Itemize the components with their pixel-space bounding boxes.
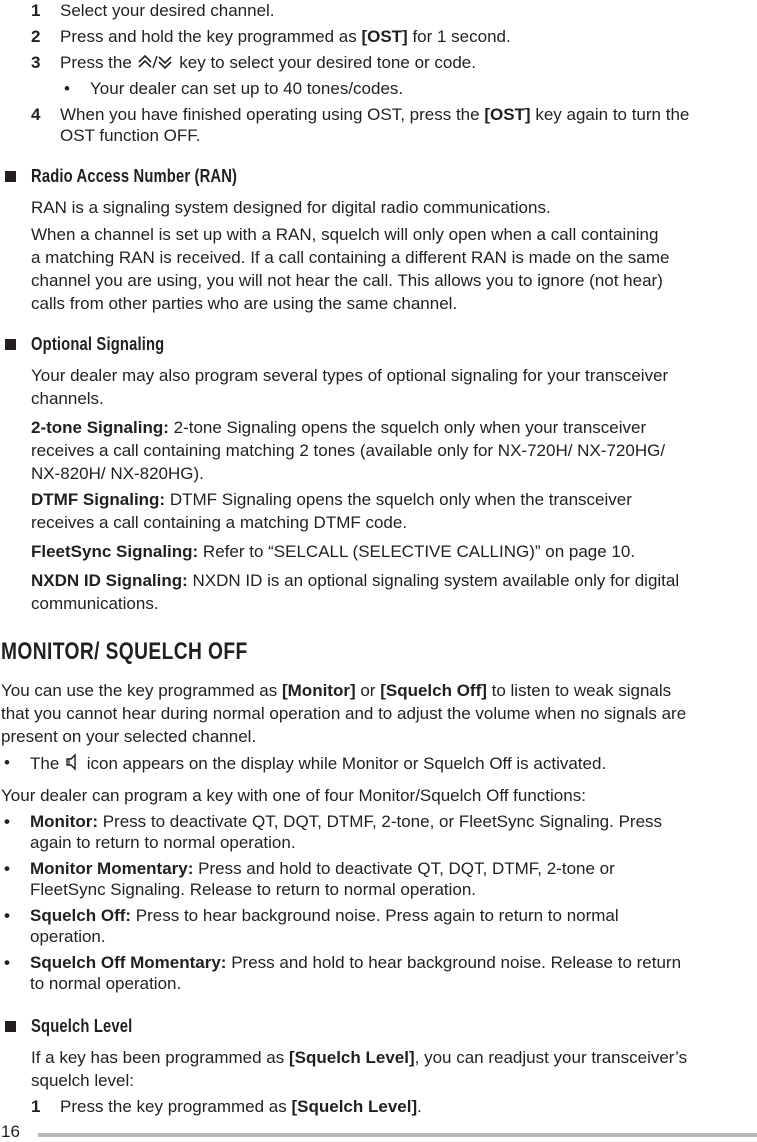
step-number: 2: [31, 27, 41, 46]
bullet-text: Your dealer can set up to 40 tones/codes.: [90, 79, 404, 98]
paragraph-line: Your dealer may also program several types of optional signaling for your transceiver: [31, 366, 669, 385]
bullet-icon: •: [64, 79, 70, 98]
fleetsync-paragraph: FleetSync Signaling: Refer to “SELCALL (SELECTIVE CALLING)” on page 10.: [31, 542, 636, 561]
paragraph-line: receives a call containing a matching DTMF code.: [31, 513, 408, 532]
paragraph-line: calls from other parties who are using the same channel.: [31, 294, 458, 313]
step-number: 4: [31, 105, 41, 124]
paragraph-line: that you cannot hear during normal operation and to adjust the volume when no signals are: [1, 704, 687, 723]
monitor-item: Monitor Momentary: Press and hold to deactivate QT, DQT, DTMF, 2-tone or: [30, 859, 615, 878]
bullet-icon: •: [4, 859, 10, 878]
step-text: When you have finished operating using OST, press the [OST] key again to turn the: [60, 105, 690, 124]
paragraph-line: squelch level:: [31, 1071, 135, 1090]
page-number: 16: [1, 1122, 20, 1141]
step-number: 1: [31, 1, 41, 20]
monitor-item: Squelch Off Momentary: Press and hold to hear background noise. Release to return: [30, 953, 682, 972]
paragraph-line: If a key has been programmed as [Squelch Level], you can readjust your transceiver’s: [31, 1048, 688, 1067]
paragraph-line: receives a call containing matching 2 tones (available only for NX-720H/ NX-720HG/: [31, 441, 666, 460]
section-square-icon: [5, 171, 16, 182]
section-square-icon: [5, 1021, 16, 1032]
paragraph-line: channels.: [31, 389, 104, 408]
step-text: Press the key to select your desired tone or code.: [60, 53, 476, 72]
step-text: Select your desired channel.: [60, 1, 275, 20]
paragraph: RAN is a signaling system designed for digital radio communications.: [31, 198, 551, 217]
bullet-text: The icon appears on the display while Monitor or Squelch Off is activated.: [30, 754, 607, 773]
chapter-heading: MONITOR/ SQUELCH OFF: [1, 638, 248, 665]
monitor-item: Monitor: Press to deactivate QT, DQT, DTMF, 2-tone, or FleetSync Signaling. Press: [30, 812, 663, 831]
step-number: 3: [31, 53, 41, 72]
step-text-continued: OST function OFF.: [60, 126, 201, 145]
monitor-item-line: to normal operation.: [30, 974, 182, 993]
paragraph-line: a matching RAN is received. If a call containing a different RAN is made on the same: [31, 248, 670, 267]
monitor-item-line: operation.: [30, 927, 106, 946]
paragraph-line: communications.: [31, 594, 159, 613]
paragraph-line: present on your selected channel.: [1, 727, 257, 746]
bullet-icon: •: [4, 953, 10, 972]
section-heading: Squelch Level: [31, 1016, 133, 1036]
monitor-item-line: FleetSync Signaling. Release to return to normal operation.: [30, 880, 477, 899]
paragraph-line: You can use the key programmed as [Monitor] or [Squelch Off] to listen to weak signals: [1, 681, 672, 700]
monitor-item: Squelch Off: Press to hear background noise. Press again to return to normal: [30, 906, 619, 925]
bullet-icon: •: [4, 906, 10, 925]
dtmf-paragraph: DTMF Signaling: DTMF Signaling opens the squelch only when the transceiver: [31, 490, 632, 509]
section-square-icon: [5, 339, 16, 350]
paragraph-line: NX-820H/ NX-820HG).: [31, 464, 204, 483]
two-tone-paragraph: 2-tone Signaling: 2-tone Signaling opens the squelch only when your transceiver: [31, 418, 647, 437]
footer-rule: [38, 1133, 757, 1137]
step-text: Press the key programmed as [Squelch Level].: [60, 1097, 422, 1116]
paragraph: Your dealer can program a key with one of four Monitor/Squelch Off functions:: [1, 786, 586, 805]
monitor-item-line: again to return to normal operation.: [30, 833, 296, 852]
section-heading: Radio Access Number (RAN): [31, 166, 238, 186]
section-heading: Optional Signaling: [31, 334, 165, 354]
step-number: 1: [31, 1097, 41, 1116]
nxdn-paragraph: NXDN ID Signaling: NXDN ID is an optional signaling system available only for digital: [31, 571, 680, 590]
speaker-icon: [64, 753, 82, 771]
bullet-icon: •: [4, 753, 10, 772]
bullet-icon: •: [4, 812, 10, 831]
up-down-keys-icon: [137, 54, 175, 70]
paragraph-line: channel you are using, you will not hear the call. This allows you to ignore (not hear): [31, 271, 663, 290]
paragraph-line: When a channel is set up with a RAN, squelch will only open when a call containing: [31, 225, 659, 244]
step-text: Press and hold the key programmed as [OST] for 1 second.: [60, 27, 511, 46]
